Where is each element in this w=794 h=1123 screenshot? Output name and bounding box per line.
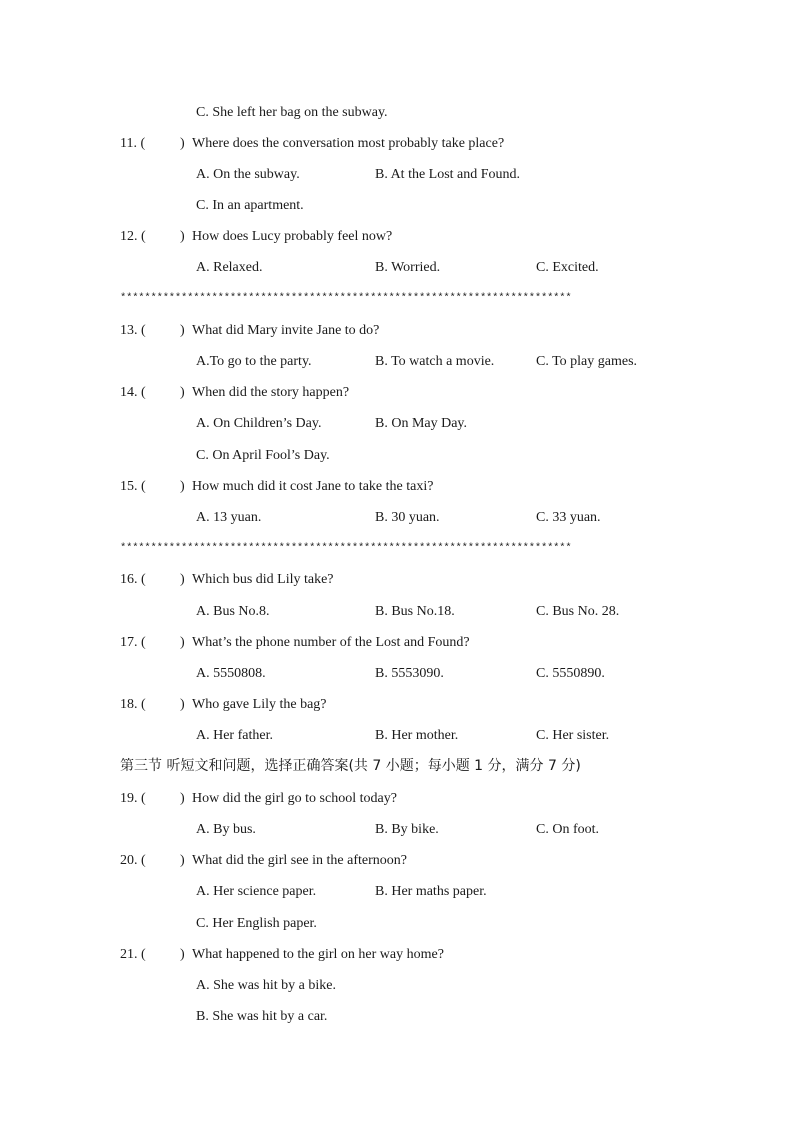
- option-c: C. Excited.: [536, 260, 599, 275]
- option-a: A. Bus No.8.: [196, 604, 270, 619]
- answer-blank-close: ): [180, 572, 185, 587]
- option-a: A. On Children’s Day.: [196, 416, 322, 431]
- option-b: B. Bus No.18.: [375, 604, 455, 619]
- option-c: C. 33 yuan.: [536, 510, 601, 525]
- question-number: 13. (: [120, 323, 146, 338]
- question-number: 15. (: [120, 479, 146, 494]
- option-c: C. She left her bag on the subway.: [196, 105, 388, 120]
- answer-blank-close: ): [180, 697, 185, 712]
- question-text: What’s the phone number of the Lost and Found?: [192, 635, 470, 650]
- option-a: A. Her father.: [196, 728, 273, 743]
- section-heading: 第三节 听短文和问题，选择正确答案(共 7 小题；每小题 1 分，满分 7 分): [120, 758, 581, 774]
- option-c: C. Her sister.: [536, 728, 610, 743]
- answer-blank-close: ): [180, 635, 185, 650]
- answer-blank-close: ): [180, 136, 185, 151]
- answer-blank-close: ): [180, 385, 185, 400]
- question-number: 19. (: [120, 791, 146, 806]
- option-c: C. Her English paper.: [196, 916, 317, 931]
- question-text: How did the girl go to school today?: [192, 791, 397, 806]
- question-text: What happened to the girl on her way home?: [192, 947, 444, 962]
- answer-blank-close: ): [180, 853, 185, 868]
- answer-blank-close: ): [180, 791, 185, 806]
- option-b: B. At the Lost and Found.: [375, 167, 521, 182]
- question-number: 16. (: [120, 572, 146, 587]
- question-text: What did the girl see in the afternoon?: [192, 853, 407, 868]
- option-a: A. She was hit by a bike.: [196, 978, 336, 993]
- question-text: How does Lucy probably feel now?: [192, 229, 393, 244]
- option-b: B. On May Day.: [375, 416, 468, 431]
- option-c: C. Bus No. 28.: [536, 604, 620, 619]
- option-a: A. 13 yuan.: [196, 510, 262, 525]
- option-b: B. Her mother.: [375, 728, 459, 743]
- question-text: Where does the conversation most probably take place?: [192, 136, 505, 151]
- option-b: B. 5553090.: [375, 666, 444, 681]
- option-c: C. 5550890.: [536, 666, 605, 681]
- option-a: A. Relaxed.: [196, 260, 263, 275]
- question-number: 18. (: [120, 697, 146, 712]
- option-b: B. To watch a movie.: [375, 354, 495, 369]
- question-text: Which bus did Lily take?: [192, 572, 334, 587]
- option-c: C. On foot.: [536, 822, 599, 837]
- asterisk-divider: **************************************************************************: [120, 292, 572, 304]
- question-number: 11. (: [120, 136, 146, 151]
- question-text: What did Mary invite Jane to do?: [192, 323, 380, 338]
- question-text: Who gave Lily the bag?: [192, 697, 327, 712]
- option-a: A. Her science paper.: [196, 884, 317, 899]
- option-b: B. Worried.: [375, 260, 441, 275]
- option-a: A.To go to the party.: [196, 354, 312, 369]
- question-number: 20. (: [120, 853, 146, 868]
- question-number: 14. (: [120, 385, 146, 400]
- option-a: A. By bus.: [196, 822, 256, 837]
- answer-blank-close: ): [180, 947, 185, 962]
- question-text: How much did it cost Jane to take the taxi?: [192, 479, 434, 494]
- option-b: B. 30 yuan.: [375, 510, 440, 525]
- option-c: C. On April Fool’s Day.: [196, 448, 330, 463]
- question-text: When did the story happen?: [192, 385, 350, 400]
- option-b: B. By bike.: [375, 822, 439, 837]
- option-a: A. On the subway.: [196, 167, 300, 182]
- answer-blank-close: ): [180, 479, 185, 494]
- question-number: 17. (: [120, 635, 146, 650]
- option-c: C. To play games.: [536, 354, 638, 369]
- option-a: A. 5550808.: [196, 666, 266, 681]
- asterisk-divider: **************************************************************************: [120, 542, 572, 554]
- question-number: 21. (: [120, 947, 146, 962]
- option-b: B. She was hit by a car.: [196, 1009, 328, 1024]
- option-b: B. Her maths paper.: [375, 884, 487, 899]
- answer-blank-close: ): [180, 229, 185, 244]
- answer-blank-close: ): [180, 323, 185, 338]
- question-number: 12. (: [120, 229, 146, 244]
- option-c: C. In an apartment.: [196, 198, 304, 213]
